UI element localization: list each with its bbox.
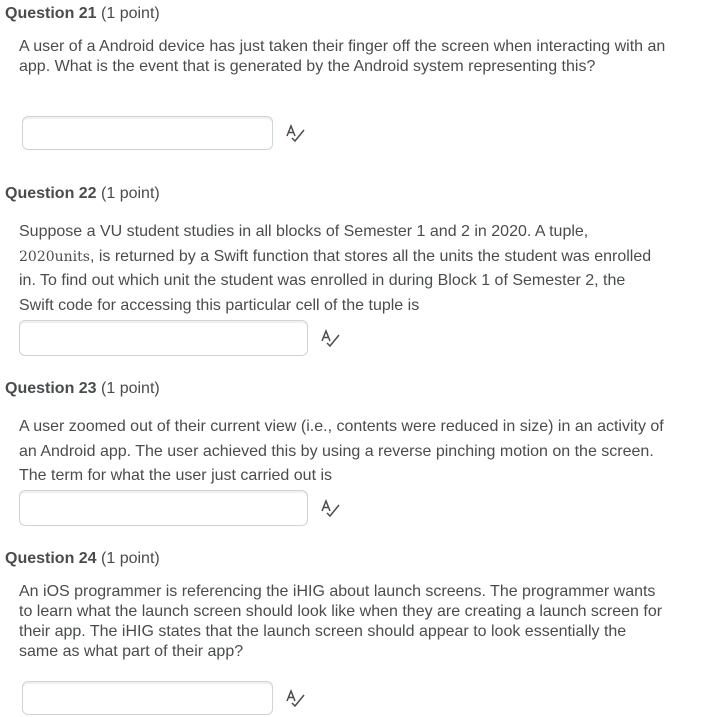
spellcheck-icon[interactable]: [319, 499, 341, 517]
question-24-answer-input[interactable]: [22, 681, 273, 715]
spellcheck-icon[interactable]: [284, 689, 306, 707]
question-23-text: A user zoomed out of their current view (i.e., contents were reduced in size) in an activity of an Android app. The user achieved this by using a reverse pinching motion on the screen. The term for what the user just carried out is: [19, 418, 664, 484]
question-24-title: [5, 550, 160, 568]
question-24-text: An iOS programmer is referencing the iHIG about launch screens. The programmer wants to learn what the launch screen should look like when they are creating a launch screen for their app. The iHIG states that the launch screen should appear to look essentially the same as what part of their app?: [19, 583, 663, 660]
question-21-answer-input[interactable]: [22, 116, 273, 150]
question-22-text: Suppose a VU student studies in all blocks of Semester 1 and 2 in 2020. A tuple, 2020units, is returned by a Swift function that stores all the units the student was enrolled in. To find out which unit the student was enrolled in during Block 1 of Semester 2, the Swift code for accessing this particular cell of the tuple is: [19, 223, 652, 314]
question-21-text: A user of a Android device has just taken their finger off the screen when interacting with an app. What is the event that is generated by the Android system representing this?: [19, 38, 666, 75]
spellcheck-icon[interactable]: [319, 329, 341, 347]
spellcheck-icon[interactable]: [284, 124, 306, 142]
question-22-answer-input[interactable]: [19, 320, 308, 356]
question-label: Question 22: [5, 185, 97, 202]
code-snippet: 2020units: [19, 248, 90, 265]
question-label: Question 23: [5, 380, 97, 397]
question-23-title: [5, 380, 160, 398]
question-22-title: [5, 185, 160, 203]
question-points: (1 point): [101, 380, 160, 397]
question-21-title: [5, 5, 160, 23]
question-23-answer-input[interactable]: [19, 490, 308, 526]
question-label: Question 24: [5, 550, 97, 567]
question-label: Question 21: [5, 5, 97, 22]
question-points: (1 point): [101, 550, 160, 567]
question-points: (1 point): [101, 5, 160, 22]
question-points: (1 point): [101, 185, 160, 202]
